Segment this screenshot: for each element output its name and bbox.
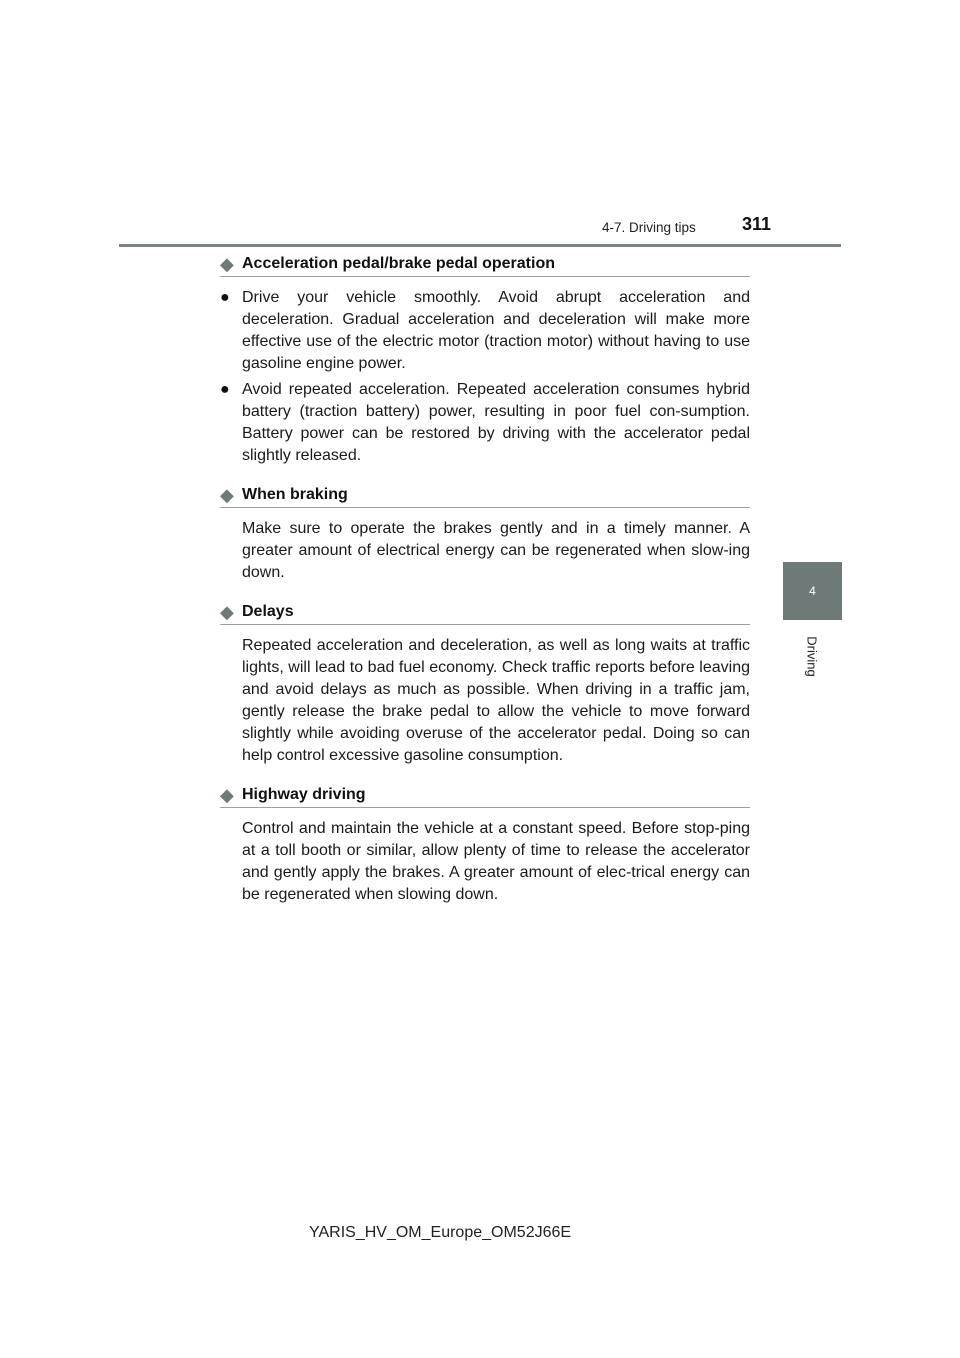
section-highway — [220, 783, 750, 906]
circle-bullet-icon: ● — [220, 289, 230, 306]
list-item-text: Avoid repeated acceleration. Repeated acceleration consumes hybrid battery (traction battery) power, resulting in poor fuel con-sumption. Battery power can be restored by driving with the accelerator pedal slightly released. — [242, 381, 750, 464]
section-acceleration — [220, 252, 750, 467]
diamond-bullet-icon: ◆ — [220, 785, 234, 805]
section-paragraph: Repeated acceleration and deceleration, as well as long waits at traffic lights, will lead to bad fuel economy. Check traffic reports before leaving and avoid delays as much as possible. When driving in a traffic jam, gently release the brake pedal to allow the vehicle to move forward slightly while avoiding overuse of the accelerator pedal. Doing so can help control excessive gasoline consumption. — [242, 637, 750, 764]
section-braking — [220, 483, 750, 584]
header-section-title: 4-7. Driving tips — [602, 220, 696, 235]
chapter-title: Driving — [805, 635, 820, 677]
section-heading-text: Acceleration pedal/brake pedal operation — [242, 255, 555, 272]
chapter-tab-label — [783, 626, 842, 686]
section-heading — [220, 252, 750, 277]
circle-bullet-icon: ● — [220, 381, 230, 398]
section-heading-text: Highway driving — [242, 786, 366, 803]
section-heading — [220, 600, 750, 625]
list-item — [220, 379, 750, 467]
list-item-text: Drive your vehicle smoothly. Avoid abrupt acceleration and deceleration. Gradual acceleration and deceleration will make more effective use of the electric motor (traction motor) without having to use gasoline engine power. — [242, 289, 750, 372]
section-delays — [220, 600, 750, 767]
page-content — [220, 252, 750, 906]
diamond-bullet-icon: ◆ — [220, 485, 234, 505]
page-number: 311 — [742, 214, 772, 234]
diamond-bullet-icon: ◆ — [220, 602, 234, 622]
section-paragraph: Control and maintain the vehicle at a constant speed. Before stop-ping at a toll booth or similar, allow plenty of time to release the accelerator and gently apply the brakes. A greater amount of elec-trical energy can be regenerated when slowing down. — [242, 820, 750, 903]
chapter-number: 4 — [809, 584, 816, 598]
chapter-tab — [783, 562, 842, 620]
section-heading — [220, 483, 750, 508]
section-paragraph: Make sure to operate the brakes gently and in a timely manner. A greater amount of electrical energy can be regenerated when slow-ing down. — [242, 520, 750, 581]
header-divider — [119, 244, 841, 247]
section-heading — [220, 783, 750, 808]
list-item — [220, 287, 750, 375]
bullet-list — [220, 287, 750, 467]
footer-doc-code: YARIS_HV_OM_Europe_OM52J66E — [309, 1224, 572, 1241]
section-heading-text: Delays — [242, 603, 294, 620]
diamond-bullet-icon: ◆ — [220, 254, 234, 274]
section-heading-text: When braking — [242, 486, 348, 503]
